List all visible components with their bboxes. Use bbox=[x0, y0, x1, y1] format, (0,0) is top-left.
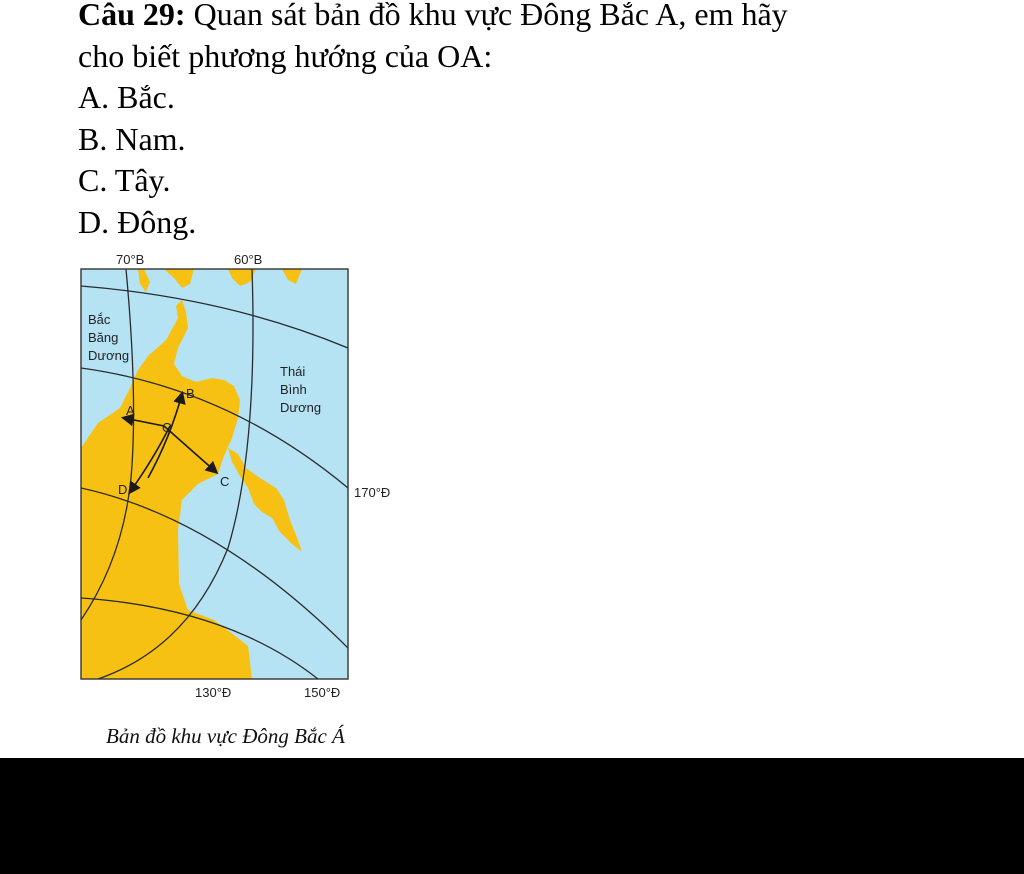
arctic-ocean-label-1: Bắc bbox=[88, 312, 111, 327]
option-c[interactable]: C. Tây. bbox=[78, 162, 171, 198]
question-line-1 bbox=[78, 0, 978, 36]
option-d[interactable]: D. Đông. bbox=[78, 203, 197, 240]
point-d-label: D bbox=[118, 482, 128, 497]
point-b-label: B bbox=[186, 386, 195, 401]
option-a[interactable]: A. Bắc. bbox=[78, 79, 175, 115]
lon-label-170: 170°Đ bbox=[354, 485, 391, 500]
pacific-ocean-label-3: Dương bbox=[280, 400, 322, 415]
arctic-ocean-label-2: Băng bbox=[88, 330, 119, 345]
lat-label-60: 60°B bbox=[234, 252, 263, 267]
arctic-ocean-label-3: Dương bbox=[88, 348, 130, 363]
lat-label-70: 70°B bbox=[116, 252, 145, 267]
black-band bbox=[0, 758, 1024, 874]
question-text-2: cho biết phương hướng của OA: bbox=[78, 37, 493, 74]
pacific-ocean-label-2: Bình bbox=[280, 382, 307, 397]
question-number: Câu 29: bbox=[78, 0, 186, 32]
option-b[interactable]: B. Nam. bbox=[78, 120, 186, 157]
point-o-label: O bbox=[162, 420, 173, 435]
lon-label-150: 150°Đ bbox=[304, 685, 341, 700]
northeast-asia-map bbox=[78, 248, 408, 698]
map-caption: Bản đồ khu vực Đông Bắc Á bbox=[106, 724, 345, 748]
lon-label-130: 130°Đ bbox=[195, 685, 232, 700]
point-a-label: A bbox=[126, 403, 135, 418]
map-figure bbox=[78, 248, 408, 698]
question-block bbox=[78, 0, 978, 243]
question-text-1: Quan sát bản đồ khu vực Đông Bắc A, em hãy bbox=[185, 0, 788, 32]
point-c-label: C bbox=[220, 474, 230, 489]
pacific-ocean-label-1: Thái bbox=[280, 364, 306, 379]
